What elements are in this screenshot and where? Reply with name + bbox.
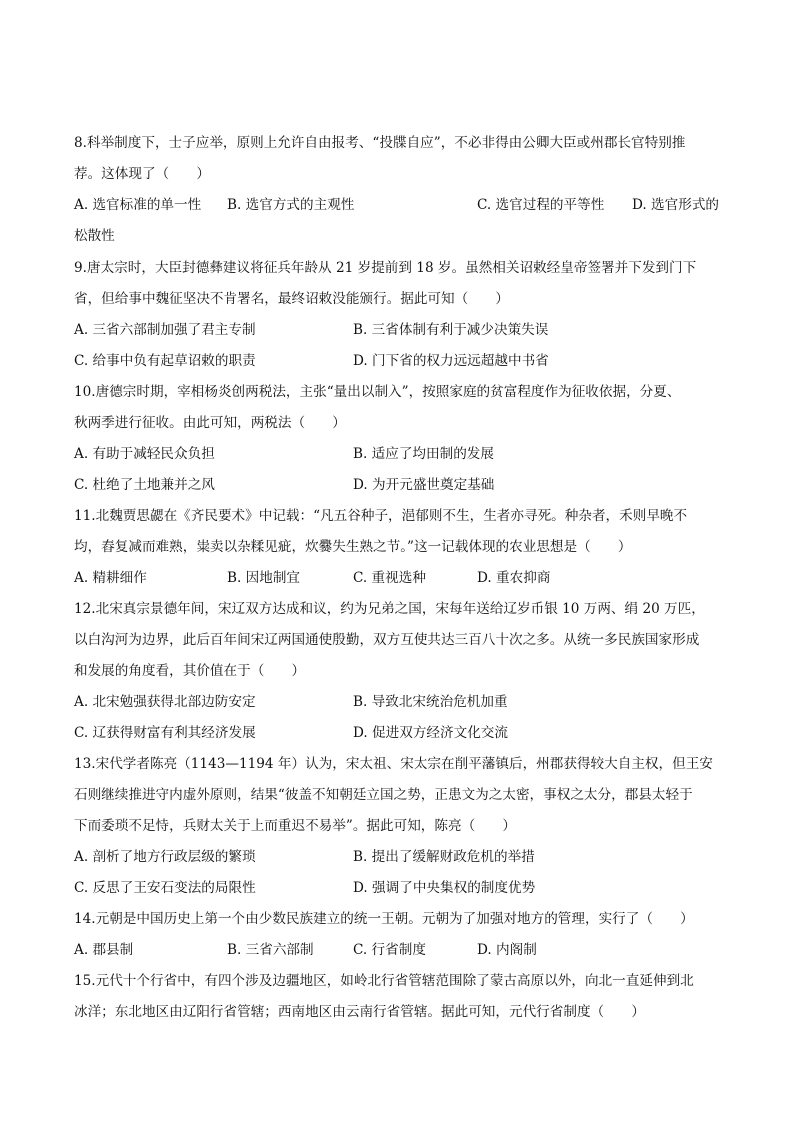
q9-stem-line1: 9.唐太宗时，大臣封德彝建议将征兵年龄从 21 岁提前到 18 岁。虽然相关诏敕经皇帝签署并下发到门下: [74, 260, 697, 276]
q14-option-d: D. 内阁制: [477, 942, 537, 958]
q14-option-c: C. 行省制度: [353, 942, 426, 958]
q10-option-b: B. 适应了均田制的发展: [353, 446, 494, 462]
q9-option-d: D. 门下省的权力远远超越中书省: [353, 353, 549, 369]
q13-stem-line2: 石则继续推进守内虚外原则，结果“彼盖不知朝廷立国之势，正患文为之太密，事权之太分，郡县太轻于: [74, 787, 693, 803]
q8-option-b: B. 选官方式的主观性: [227, 197, 355, 213]
q12-stem-line3: 和发展的角度看，其价值在于（ ）: [74, 663, 306, 679]
q11-stem-line2: 均，舂复减而难熟，粜卖以杂糅见疵，炊爨失生熟之节。”这一记载体现的农业思想是（ ）: [74, 539, 632, 555]
q14-option-a: A. 郡县制: [74, 942, 134, 958]
q11-option-d: D. 重农抑商: [477, 570, 551, 586]
q12-option-d: D. 促进双方经济文化交流: [353, 725, 508, 741]
q15-stem-line2: 冰洋；东北地区由辽阳行省管辖；西南地区由云南行省管辖。据此可知，元代行省制度（ ）: [74, 1004, 645, 1020]
q13-option-b: B. 提出了缓解财政危机的举措: [353, 849, 535, 865]
q14-stem-line1: 14.元朝是中国历史上第一个由少数民族建立的统一王朝。元朝为了加强对地方的管理，实行了（ ）: [74, 911, 694, 927]
q8-option-d-wrap: 松散性: [74, 228, 115, 244]
q10-stem-line1: 10.唐德宗时期，宰相杨炎创两税法，主张“量出以制入”，按照家庭的贫富程度作为征收依据，分夏、: [74, 384, 681, 400]
q13-option-a: A. 剖析了地方行政层级的繁琐: [74, 849, 256, 865]
q8-option-c: C. 选官过程的平等性: [477, 197, 605, 213]
q11-stem-line1: 11.北魏贾思勰在《齐民要术》中记载：“凡五谷种子，浥郁则不生，生者亦寻死。种杂者，禾则早晚不: [74, 508, 688, 524]
q13-option-c: C. 反思了王安石变法的局限性: [74, 880, 256, 896]
q14-option-b: B. 三省六部制: [227, 942, 314, 958]
q8-option-d: D. 选官形式的: [632, 197, 720, 213]
q8-stem-line1: 8.科举制度下，士子应举，原则上允许自由报考、“投牒自应”，不必非得由公卿大臣或州郡长官特别推: [74, 135, 686, 151]
q10-option-d: D. 为开元盛世奠定基础: [353, 477, 495, 493]
q12-stem-line2: 以白沟河为边界，此后百年间宋辽两国通使殷勤，双方互使共达三百八十次之多。从统一多民族国家形成: [74, 632, 700, 648]
q11-option-b: B. 因地制宜: [227, 570, 301, 586]
q8-stem-line2: 荐。这体现了（ ）: [74, 166, 210, 182]
q11-option-a: A. 精耕细作: [74, 570, 147, 586]
q10-option-a: A. 有助于减轻民众负担: [74, 446, 215, 462]
q9-option-a: A. 三省六部制加强了君主专制: [74, 322, 256, 338]
q13-option-d: D. 强调了中央集权的制度优势: [353, 880, 536, 896]
q11-option-c: C. 重视选种: [353, 570, 426, 586]
q12-stem-line1: 12.北宋真宗景德年间，宋辽双方达成和议，约为兄弟之国，宋每年送给辽岁币银 10 万两、绢 20 万匹，: [74, 601, 705, 617]
q15-stem-line1: 15.元代十个行省中，有四个涉及边疆地区，如岭北行省管辖范围除了蒙古高原以外，向北一直延伸到北: [74, 973, 694, 989]
q9-stem-line2: 省，但给事中魏征坚决不肯署名，最终诏敕没能颁行。据此可知（ ）: [74, 291, 509, 307]
q9-option-c: C. 给事中负有起草诏敕的职责: [74, 353, 256, 369]
q12-option-b: B. 导致北宋统治危机加重: [353, 694, 508, 710]
q10-stem-line2: 秋两季进行征收。由此可知，两税法（ ）: [74, 415, 346, 431]
q9-option-b: B. 三省体制有利于减少决策失误: [353, 322, 549, 338]
q13-stem-line1: 13.宋代学者陈亮（1143—1194 年）认为，宋太祖、宋太宗在削平藩镇后，州郡获得较大自主权，但王安: [74, 756, 713, 772]
q13-stem-line3: 下而委琐不足恃，兵财太关于上而重迟不易举”。据此可知，陈亮（ ）: [74, 818, 516, 834]
q10-option-c: C. 杜绝了土地兼并之风: [74, 477, 215, 493]
q8-option-a: A. 选官标准的单一性: [74, 197, 202, 213]
q12-option-c: C. 辽获得财富有利其经济发展: [74, 725, 256, 741]
q12-option-a: A. 北宋勉强获得北部边防安定: [74, 694, 256, 710]
